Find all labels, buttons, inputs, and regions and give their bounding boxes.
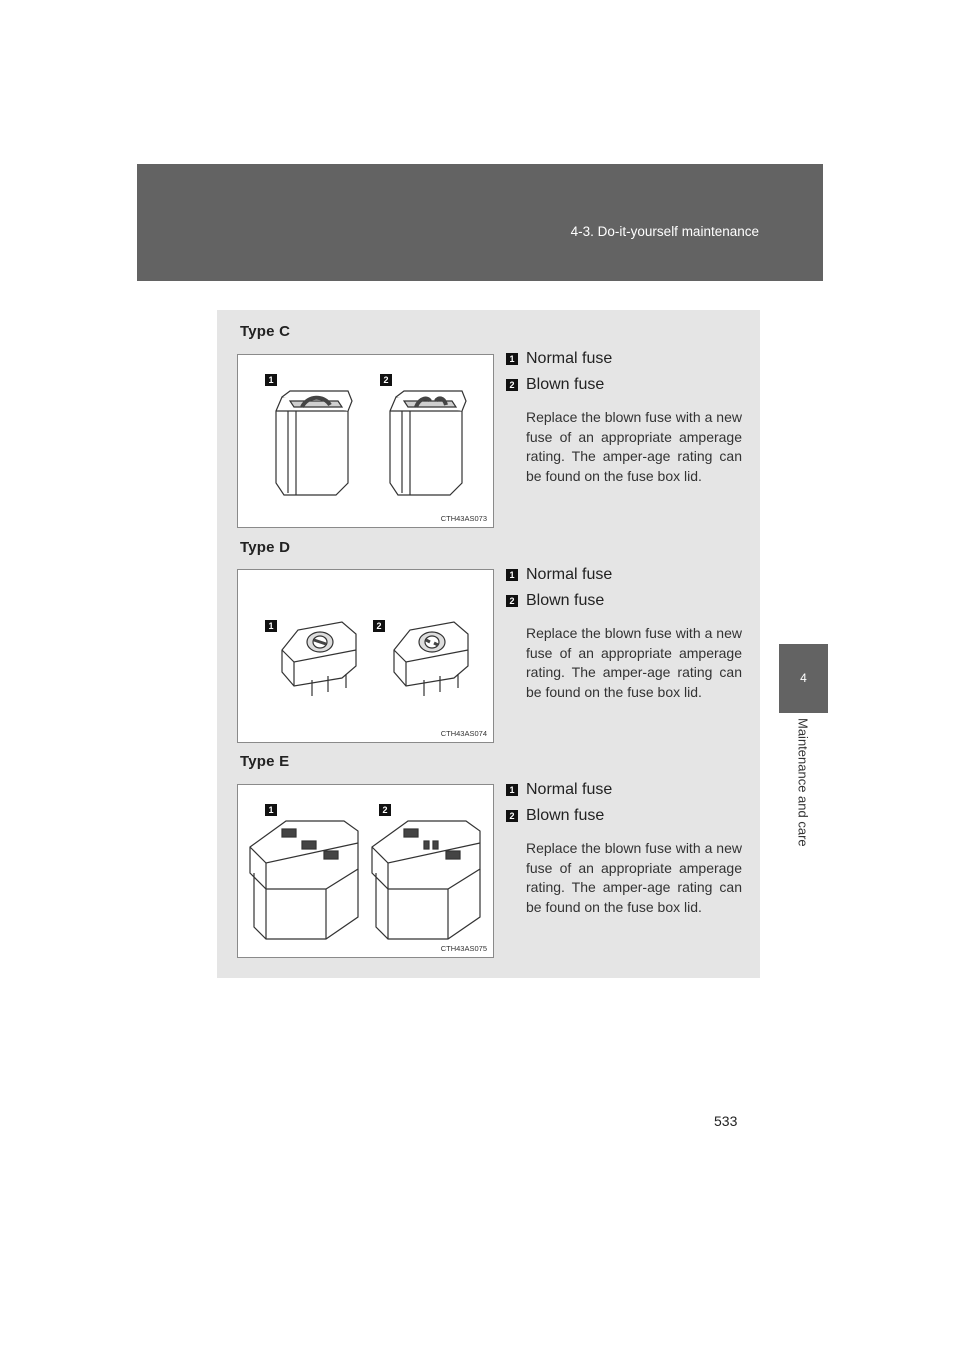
replacement-instruction: Replace the blown fuse with a new fuse of an appropriate amperage rating. The amper-age rating can be found on the fuse box lid. <box>526 840 742 915</box>
section-title: 4-3. Do-it-yourself maintenance <box>570 224 759 239</box>
legend-label: Normal fuse <box>526 350 613 367</box>
marker-1-badge: 1 <box>265 620 277 632</box>
legend-item-blown-fuse <box>506 372 742 398</box>
marker-1-badge: 1 <box>265 374 277 386</box>
type-d-fuse-illustration <box>238 570 495 744</box>
page-number: 533 <box>714 1113 738 1129</box>
legend-label: Normal fuse <box>526 781 613 798</box>
replacement-instruction: Replace the blown fuse with a new fuse of an appropriate amperage rating. The amper-age rating can be found on the fuse box lid. <box>526 409 742 484</box>
type-e-heading: Type E <box>240 753 290 770</box>
marker-1-badge: 1 <box>265 804 277 816</box>
type-c-figure <box>237 354 494 528</box>
marker-2-badge: 2 <box>380 374 392 386</box>
legend-item-normal-fuse <box>506 777 742 803</box>
type-c-heading: Type C <box>240 323 291 340</box>
type-d-heading: Type D <box>240 539 291 556</box>
type-d-legend <box>506 562 742 702</box>
figure-code: CTH43AS074 <box>440 729 487 738</box>
replacement-instruction: Replace the blown fuse with a new fuse of an appropriate amperage rating. The amper-age rating can be found on the fuse box lid. <box>526 625 742 700</box>
marker-2-badge: 2 <box>373 620 385 632</box>
figure-code: CTH43AS075 <box>440 944 487 953</box>
normal-fuse-d-drawing <box>282 622 356 696</box>
legend-number-2: 2 <box>506 595 518 607</box>
legend-item-blown-fuse <box>506 803 742 829</box>
type-e-legend <box>506 777 742 917</box>
legend-number-1: 1 <box>506 569 518 581</box>
normal-fuse-e-drawing <box>250 821 358 939</box>
legend-item-normal-fuse <box>506 346 742 372</box>
type-d-figure <box>237 569 494 743</box>
legend-label: Blown fuse <box>526 592 605 609</box>
blown-fuse-e-drawing <box>372 821 480 939</box>
chapter-tab-label <box>783 718 823 938</box>
chapter-label-text: Maintenance and care <box>795 718 811 847</box>
legend-number-1: 1 <box>506 353 518 365</box>
legend-number-2: 2 <box>506 810 518 822</box>
legend-number-1: 1 <box>506 784 518 796</box>
normal-fuse-c-drawing <box>276 391 352 495</box>
legend-label: Blown fuse <box>526 807 605 824</box>
legend-item-blown-fuse <box>506 588 742 614</box>
legend-label: Normal fuse <box>526 566 613 583</box>
chapter-tab-number: 4 <box>779 644 828 713</box>
type-e-figure <box>237 784 494 958</box>
type-c-legend <box>506 346 742 486</box>
header-bar <box>137 164 823 281</box>
blown-fuse-d-drawing <box>394 622 468 696</box>
legend-item-normal-fuse <box>506 562 742 588</box>
blown-fuse-c-drawing <box>390 391 466 495</box>
marker-2-badge: 2 <box>379 804 391 816</box>
legend-number-2: 2 <box>506 379 518 391</box>
figure-code: CTH43AS073 <box>440 514 487 523</box>
legend-label: Blown fuse <box>526 376 605 393</box>
